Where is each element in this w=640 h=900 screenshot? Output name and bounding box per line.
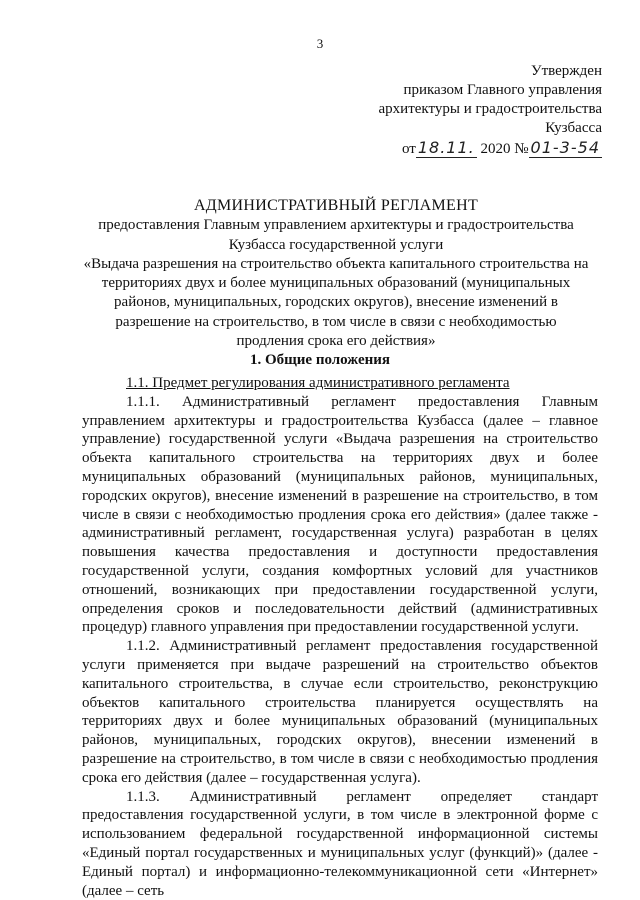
approval-stamp-block [302,62,602,159]
approval-line-department: архитектуры и градостроительства [378,101,602,117]
approval-year-number-prefix: 2020 № [480,141,529,157]
paragraph-1-1-3: 1.1.3. Административный регламент определяет стандарт предоставления государственной услуги, в том числе в электронной форме с использованием федеральной государственной информационной системы «Единый портал государственных и муниципальных услуг (функций)» (далее - Единый портал) и информационно-телекоммуникационной сети «Интернет» (далее – сеть [82,788,598,899]
title-line-7: продления срока его действия» [236,333,436,350]
paragraph-1-1-2: 1.1.2. Административный регламент предоставления государственной услуги применяется при выдаче разрешений на строительство объектов капитального строительства, в случае если строительство, реконструкцию объектов капитального строительства планируется осуществлять на территориях двух и более муниципальных образований (муниципальных районов, муниципальных, городских округов), внесении изменений в разрешение на строительство, в том числе в связи с необходимостью продления срока его действия (далее – государственная услуга). [82,638,598,786]
approval-line-region: Кузбасса [545,120,602,136]
approval-date-prefix: от [401,141,416,157]
title-line-3: «Выдача разрешения на строительство объекта капитального строительства на [83,255,589,272]
title-line-6: разрешение на строительство, в том числе в связи с необходимостью [115,313,557,330]
title-line-2: Кузбасса государственной услуги [228,236,444,253]
document-title: АДМИНИСТРАТИВНЫЙ РЕГЛАМЕНТ [193,197,479,214]
approval-number-handwritten: 01-3-54 [530,138,600,157]
title-line-4: территориях двух и более муниципальных образований (муниципальных [101,275,571,292]
title-line-1: предоставления Главным управлением архитектуры и градостроительства [98,217,574,234]
paragraph-1-1-1: 1.1.1. Административный регламент предоставления Главным управлением архитектуры и градостроительства Кузбасса (далее – главное управление) государственной услуги «Выдача разрешения на строительство объекта капитального строительства на территориях двух и более муниципальных образований (муниципальных районов, муниципальных, городских округов), внесение изменений в разрешение на строительство, в том числе в связи с необходимостью продления срока его действия» (далее также - административный регламент, государственная услуга) разработан в целях повышения качества предоставления и доступности предоставления государственной услуги, создания комфортных условий для участников отношений, возникающих при предоставлении государственной услуги, определения сроков и последовательности действий (административных процедур) главного управления при предоставлении государственной услуги. [82,393,598,636]
title-line-5: районов, муниципальных, городских округов), внесение изменений в [114,294,558,311]
subsection-heading [82,374,598,393]
section-heading: 1. Общие положения [249,352,391,368]
approval-line-approved: Утвержден [530,63,602,79]
approval-date-line [302,138,602,159]
subsection-heading-text: 1.1. Предмет регулирования административного регламента [126,375,510,391]
section-body [82,374,598,900]
approval-date-handwritten: 18.11. [417,138,475,157]
approval-line-order: приказом Главного управления [403,82,602,98]
page-number: 3 [316,36,324,51]
regulation-title-block [80,196,592,351]
